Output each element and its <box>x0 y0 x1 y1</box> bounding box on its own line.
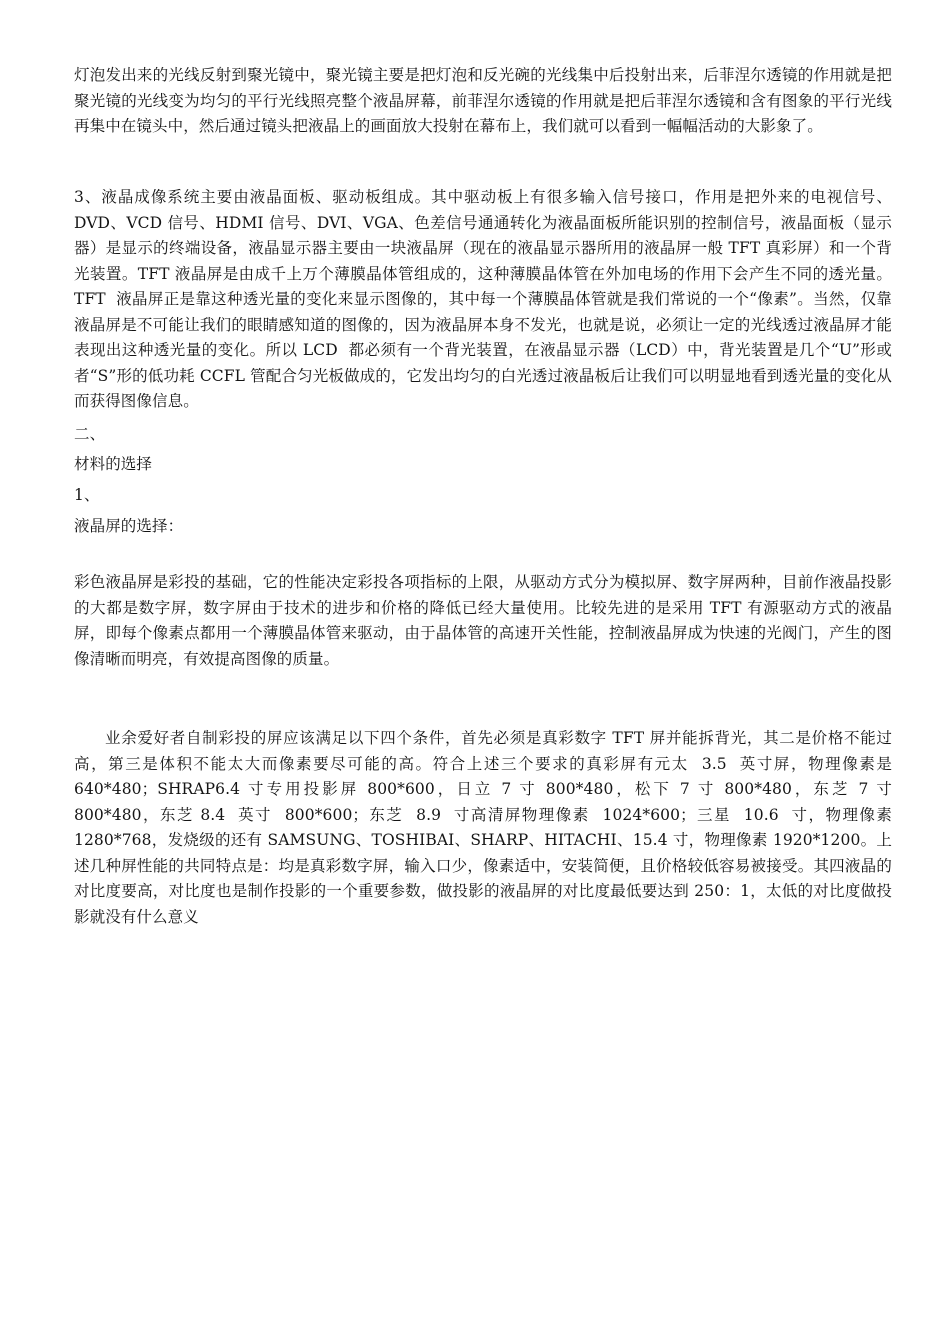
section-number: 二、 <box>74 425 106 443</box>
subsection-number: 1、 <box>74 486 100 504</box>
paragraph-diy-screen-conditions: 业余爱好者自制彩投的屏应该满足以下四个条件，首先必须是真彩数字 TFT 屏并能拆背光，其二是价格不能过高，第三是体积不能太大而像素要尽可能的高。符合上述三个要求的真彩屏有元太 3.5 英寸屏，物理像素是 640*480；SHRAP6.4 寸专用投影屏 800*600，日立 7 寸 800*480，松下 7 寸 800*480，东芝 7 寸 800*480，东芝 8.4 英寸 800*600；东芝 8.9 寸高清屏物理像素 1024*600；三星 10.6 寸，物理像素 1280*768，发烧级的还有 SAMSUNG、TOSHIBAI、SHARP、HITACHI、15.4 寸，物理像素 1920*1200。上述几种屏性能的共同特点是：均是真彩数字屏，输入口少，像素适中，安装简便，且价格较低容易被接受。其四液晶的对比度要高，对比度也是制作投影的一个重要参数，做投影的液晶屏的对比度最低要达到 250：1，太低的对比度做投影就没有什么意义 <box>74 729 903 926</box>
paragraph-lcd-imaging-system: 3、液晶成像系统主要由液晶面板、驱动板组成。其中驱动板上有很多输入信号接口，作用是把外来的电视信号、DVD、VCD 信号、HDMI 信号、DVI、VGA、色差信号通通转化为液晶面板所能识别的控制信号，液晶面板（显示器）是显示的终端设备，液晶显示器主要由一块液晶屏（现在的液晶显示器所用的液晶屏一般 TFT 真彩屏）和一个背光装置。TFT 液晶屏是由成千上万个薄膜晶体管组成的，这种薄膜晶体管在外加电场的作用下会产生不同的透光量。TFT 液晶屏正是靠这种透光量的变化来显示图像的，其中每一个薄膜晶体管就是我们常说的一个“像素”。当然，仅靠液晶屏是不可能让我们的眼睛感知道的图像的，因为液晶屏本身不发光，也就是说，必须让一定的光线透过液晶屏才能表现出这种透光量的变化。所以 LCD 都必须有一个背光装置，在液晶显示器（LCD）中，背光装置是几个“U”形或者“S”形的低功耗 CCFL 管配合匀光板做成的，它发出均匀的白光透过液晶板后让我们可以明显地看到透光量的变化从而获得图像信息。 <box>74 188 892 410</box>
paragraph-color-lcd: 彩色液晶屏是彩投的基础，它的性能决定彩投各项指标的上限，从驱动方式分为模拟屏、数字屏两种，目前作液晶投影的大都是数字屏，数字屏由于技术的进步和价格的降低已经大量使用。比较先进的是采用 TFT 有源驱动方式的液晶屏，即每个像素点都用一个薄膜晶体管来驱动，由于晶体管的高速开关性能，控制液晶屏成为快速的光阀门，产生的图像清晰而明亮，有效提高图像的质量。 <box>74 573 892 668</box>
subsection-title: 液晶屏的选择： <box>74 517 184 535</box>
section-title: 材料的选择 <box>74 455 153 473</box>
paragraph-light-path: 灯泡发出来的光线反射到聚光镜中，聚光镜主要是把灯泡和反光碗的光线集中后投射出来，后菲涅尔透镜的作用就是把聚光镜的光线变为均匀的平行光线照亮整个液晶屏幕，前菲涅尔透镜的作用就是把后菲涅尔透镜和含有图象的平行光线再集中在镜头中，然后通过镜头把液晶上的画面放大投射在幕布上，我们就可以看到一幅幅活动的大影象了。 <box>74 66 892 135</box>
